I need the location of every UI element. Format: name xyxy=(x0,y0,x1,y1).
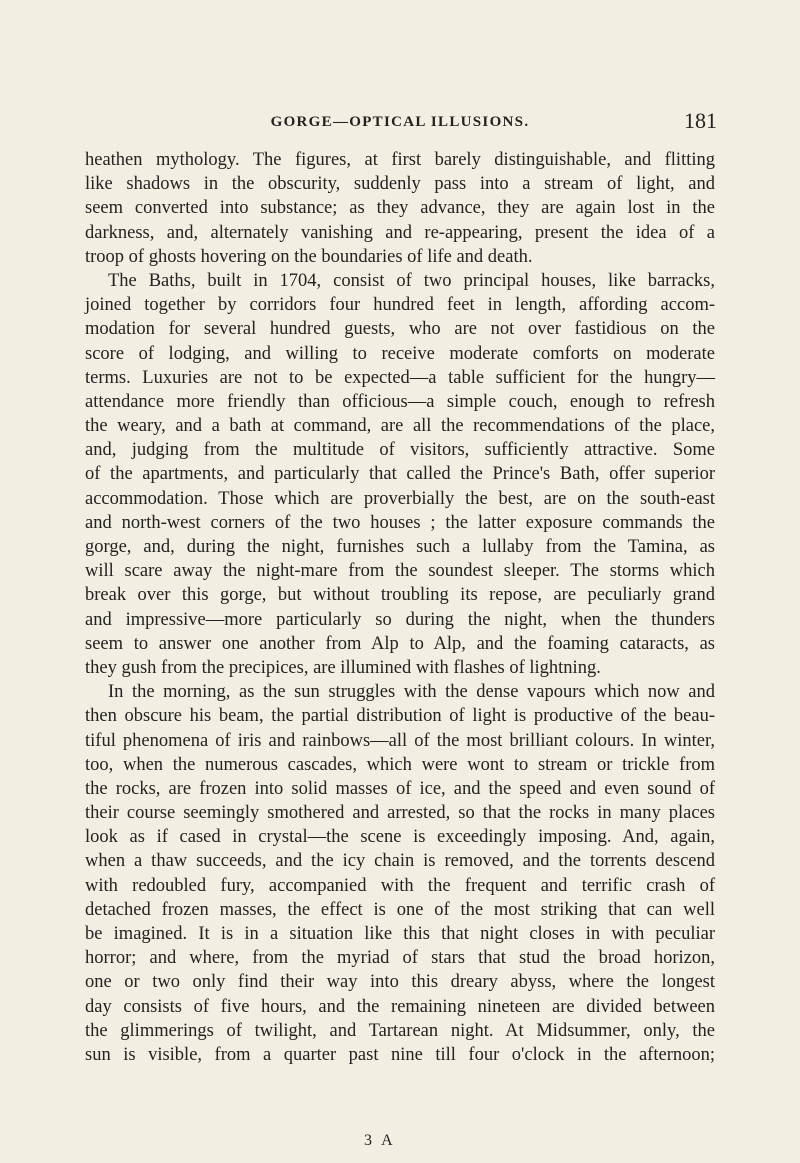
text-line: seem to answer one another from Alp to Alp, and the foaming cataracts, as xyxy=(85,633,715,654)
text-line: too, when the numerous cascades, which were wont to stream or trickle from xyxy=(85,754,715,775)
paragraph-start-line: The Baths, built in 1704, consist of two principal houses, like barracks, xyxy=(108,270,715,291)
text-line: they gush from the precipices, are illumined with flashes of lightning. xyxy=(85,657,601,678)
text-line: and north-west corners of the two houses ; the latter exposure commands the xyxy=(85,512,715,533)
text-line: day consists of five hours, and the remaining nineteen are divided between xyxy=(85,996,715,1017)
text-line: of the apartments, and particularly that called the Prince's Bath, offer superior xyxy=(85,464,715,485)
text-line: gorge, and, during the night, furnishes such a lullaby from the Tamina, as xyxy=(85,537,715,557)
text-line: heathen mythology. The figures, at first barely distinguishable, and flitting xyxy=(85,150,715,170)
text-line: one or two only find their way into this dreary abyss, where the longest xyxy=(85,972,715,993)
text-line: accommodation. Those which are proverbially the best, are on the south-east xyxy=(85,488,715,509)
text-line: the weary, and a bath at command, are all the recommendations of the place, xyxy=(85,416,715,437)
running-head xyxy=(0,108,800,138)
text-line: with redoubled fury, accompanied with the frequent and terrific crash of xyxy=(85,875,715,896)
text-line: the rocks, are frozen into solid masses of ice, and the speed and even sound of xyxy=(85,778,715,799)
text-line: detached frozen masses, the effect is one of the most striking that can well xyxy=(85,899,715,920)
running-title: GORGE—OPTICAL ILLUSIONS. xyxy=(270,114,530,130)
text-line: then obscure his beam, the partial distribution of light is productive of the beau- xyxy=(85,706,715,727)
paragraph-start-line: In the morning, as the sun struggles with the dense vapours which now and xyxy=(108,682,715,703)
text-line: like shadows in the obscurity, suddenly pass into a stream of light, and xyxy=(85,174,715,195)
text-line: and, judging from the multitude of visitors, sufficiently attractive. Some xyxy=(85,440,715,461)
text-line: sun is visible, from a quarter past nine till four o'clock in the afternoon; xyxy=(85,1044,715,1065)
page-number: 181 xyxy=(684,108,717,133)
text-line: attendance more friendly than officious—a simple couch, enough to refresh xyxy=(85,391,715,412)
text-line: troop of ghosts hovering on the boundaries of life and death. xyxy=(85,246,533,267)
text-line: will scare away the night-mare from the soundest sleeper. The storms which xyxy=(85,561,715,582)
text-line: and impressive—more particularly so during the night, when the thunders xyxy=(85,609,715,630)
text-line: modation for several hundred guests, who are not over fastidious on the xyxy=(85,319,715,340)
text-line: joined together by corridors four hundred feet in length, affording accom- xyxy=(85,295,715,316)
text-line: darkness, and, alternately vanishing and re-appearing, present the idea of a xyxy=(85,222,715,243)
text-line: break over this gorge, but without troubling its repose, are peculiarly grand xyxy=(85,585,715,606)
text-line: the glimmerings of twilight, and Tartarean night. At Midsummer, only, the xyxy=(85,1020,715,1041)
text-line: terms. Luxuries are not to be expected—a table sufficient for the hungry— xyxy=(85,367,715,388)
text-line: when a thaw succeeds, and the icy chain is removed, and the torrents descend xyxy=(85,851,715,872)
text-line: score of lodging, and willing to receive moderate comforts on moderate xyxy=(85,343,715,364)
body-text xyxy=(85,148,715,1067)
signature-mark: 3 A xyxy=(364,1132,396,1149)
text-line: their course seemingly smothered and arrested, so that the rocks in many places xyxy=(85,803,715,824)
text-line: tiful phenomena of iris and rainbows—all of the most brilliant colours. In winter, xyxy=(85,730,715,751)
text-line: be imagined. It is in a situation like this that night closes in with peculiar xyxy=(85,924,715,944)
text-line: seem converted into substance; as they advance, they are again lost in the xyxy=(85,198,715,219)
text-line: horror; and where, from the myriad of stars that stud the broad horizon, xyxy=(85,948,715,969)
text-line: look as if cased in crystal—the scene is exceedingly imposing. And, again, xyxy=(85,827,715,848)
